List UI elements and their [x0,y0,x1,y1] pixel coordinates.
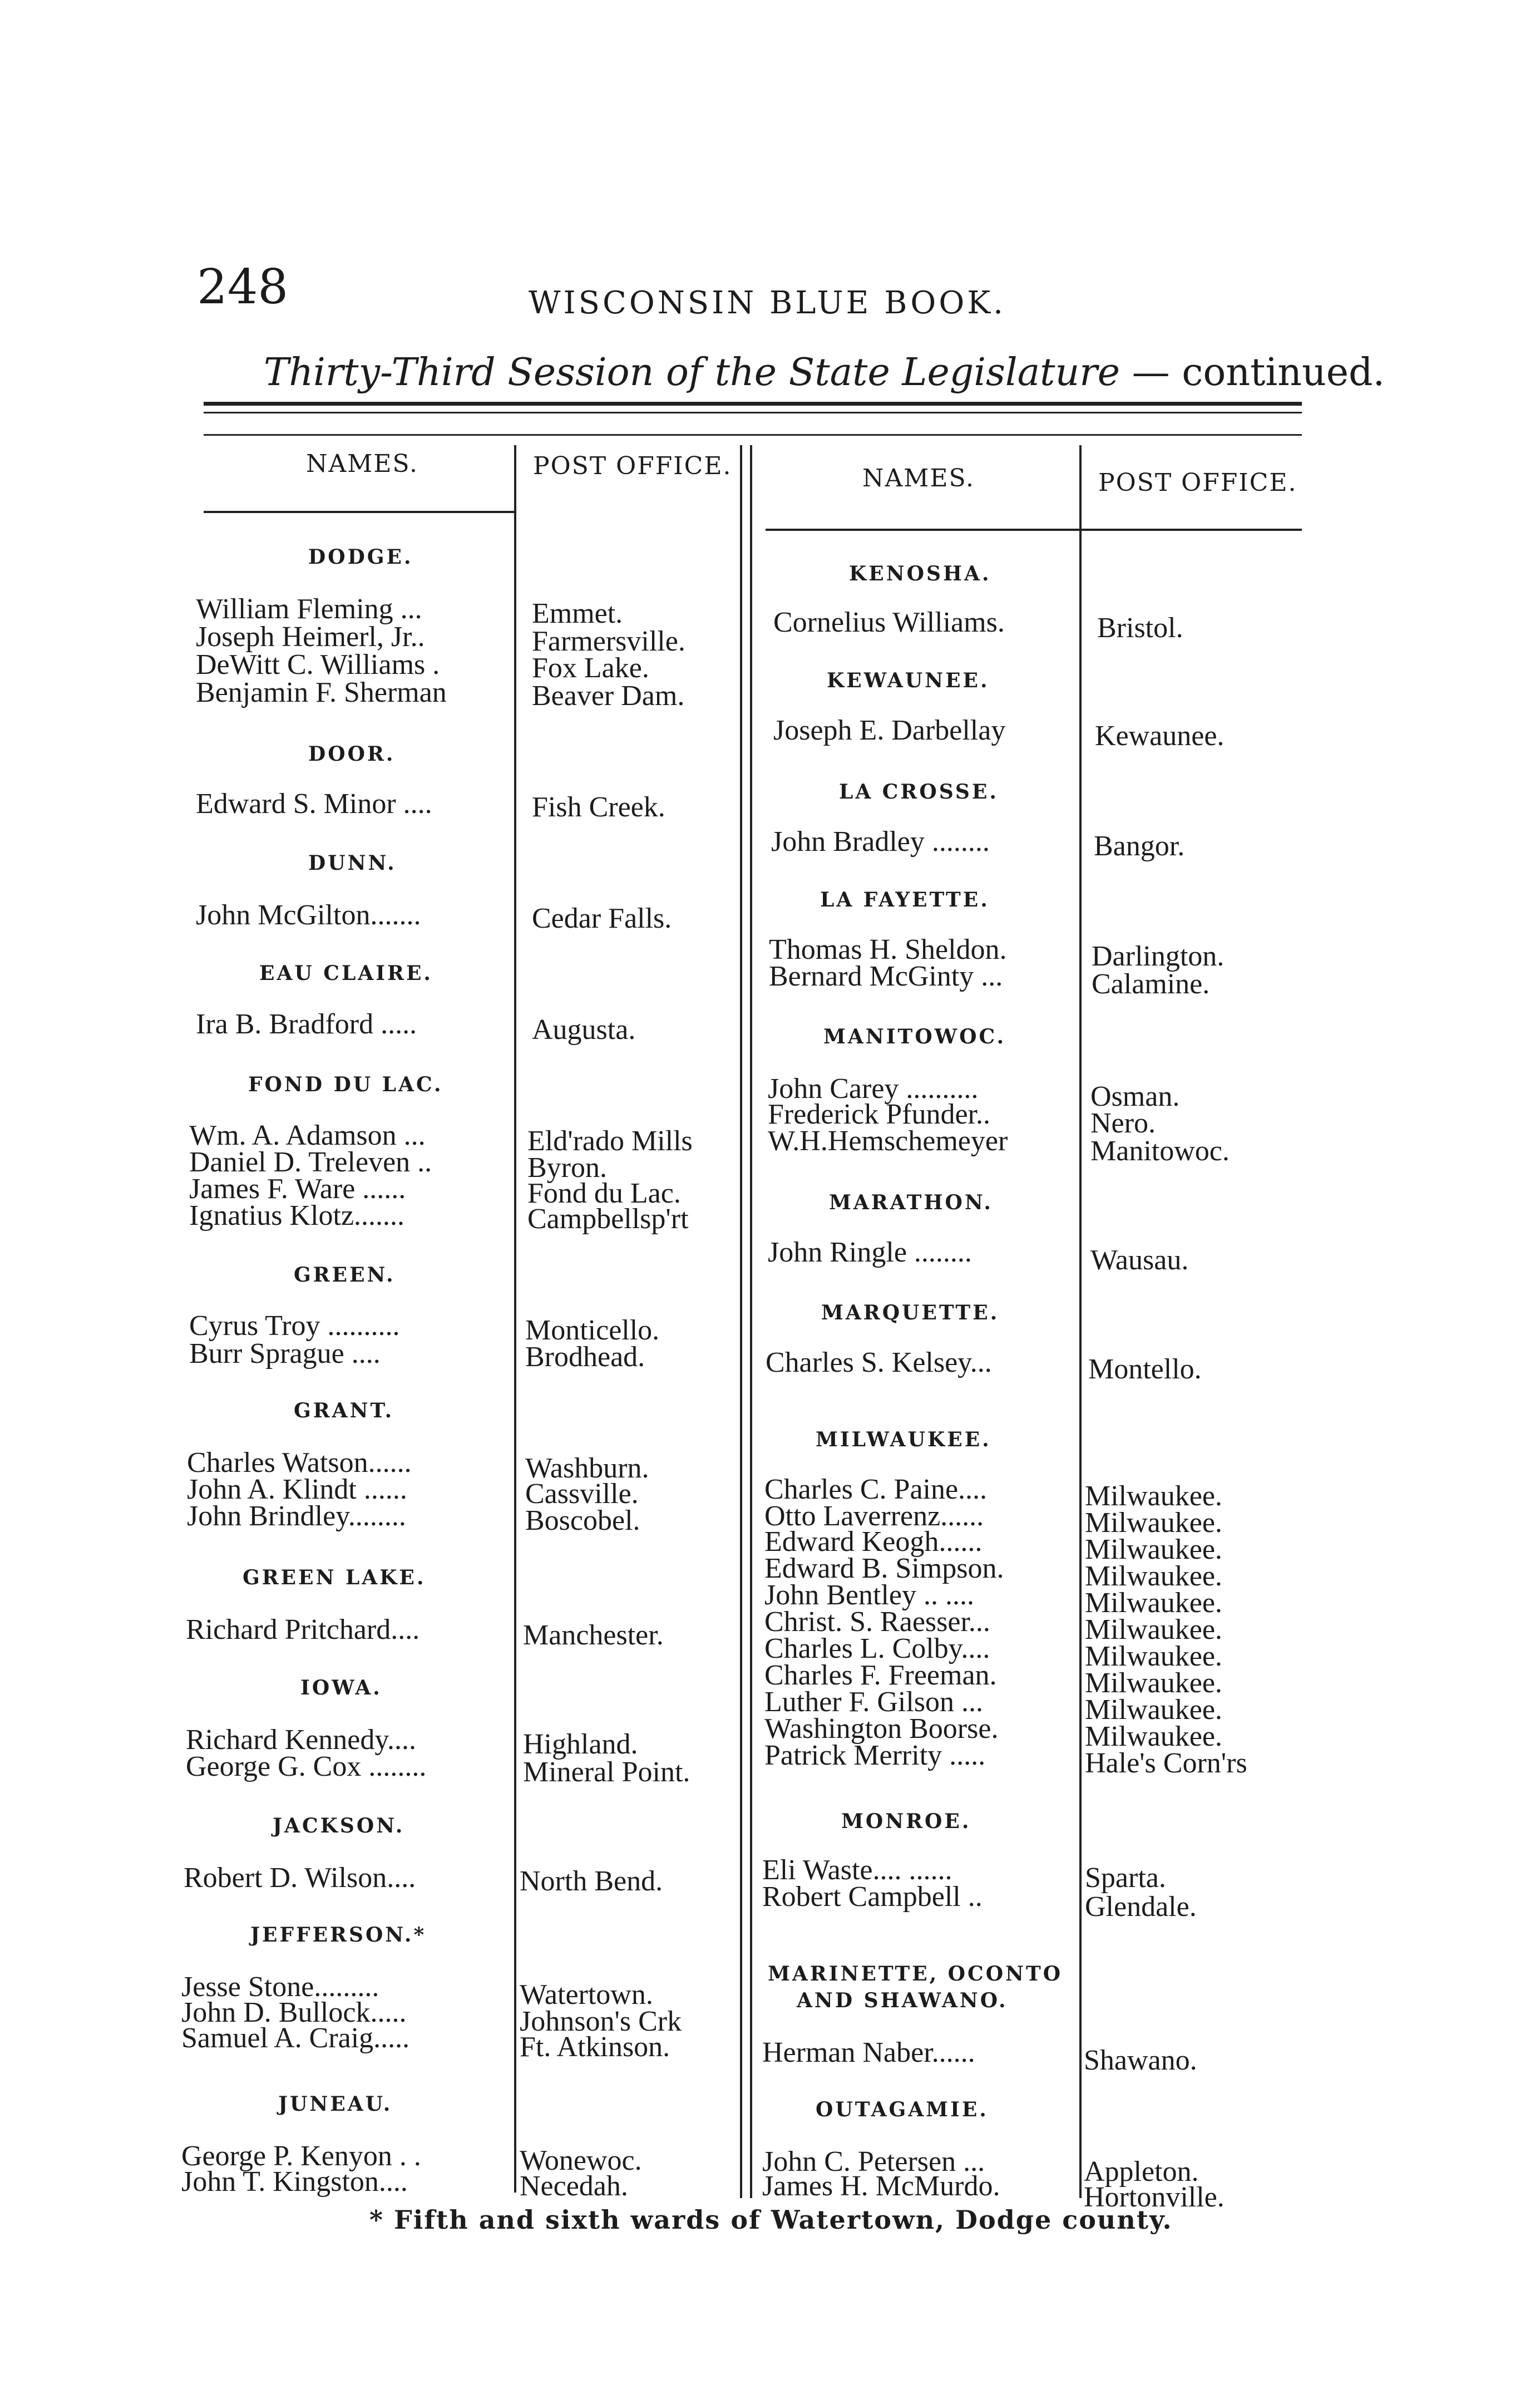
post-office: Mineral Point. [523,1756,690,1788]
member-name: George P. Kenyon . . [181,2140,421,2172]
right-column-divider [1079,445,1082,2198]
subtitle-italic: Thirty-Third Session of the State Legislature [264,351,1121,395]
member-name: John Carey .......... [768,1073,979,1105]
post-office: Appleton. [1084,2156,1199,2188]
member-name: Thomas H. Sheldon. [769,934,1007,965]
member-name: William Fleming ... [196,593,422,625]
top-rule-thin-2 [204,434,1302,436]
post-office-header-right: POST OFFICE. [1098,469,1297,497]
left-column-divider [514,445,516,2193]
post-office: Milwaukee. [1085,1641,1222,1672]
names-header-left: NAMES. [306,450,419,478]
post-office: Emmet. [532,598,623,629]
post-office: Milwaukee. [1085,1534,1222,1565]
member-name: John Bradley ........ [771,826,990,858]
county-heading-line2: AND SHAWANO. [797,1989,1008,2012]
member-name: John T. Kingston.... [181,2166,408,2198]
table-subtitle [264,351,1385,395]
post-office: Campbellsp'rt [527,1203,689,1235]
post-office: Nero. [1090,1107,1156,1139]
member-name: Benjamin F. Sherman [196,677,447,708]
member-name: James F. Ware ...... [189,1173,406,1205]
member-name: Patrick Merrity ..... [764,1740,986,1771]
running-head: WISCONSIN BLUE BOOK. [529,285,1006,321]
member-name: Washington Boorse. [764,1713,999,1745]
member-name: Charles Watson...... [187,1447,412,1479]
header-rule-left [204,511,515,513]
member-name: Daniel D. Treleven .. [189,1146,432,1178]
county-heading: JEFFERSON.* [250,1923,427,1947]
member-name: John Ringle ........ [768,1237,972,1268]
center-divider-b [750,445,752,2198]
member-name: John McGilton....... [196,899,421,931]
member-name: James H. McMurdo. [762,2170,1000,2202]
county-heading: GRANT. [294,1399,394,1422]
member-name: Charles F. Freeman. [764,1659,997,1691]
post-office: Glendale. [1085,1891,1197,1923]
post-office: Fox Lake. [532,652,649,684]
member-name: Richard Kennedy.... [186,1724,416,1756]
member-name: Eli Waste.... ...... [762,1854,952,1886]
post-office: North Bend. [520,1865,663,1897]
post-office: Farmersville. [532,625,685,657]
post-office: Ft. Atkinson. [520,2031,670,2063]
member-name: Edward S. Minor .... [196,788,432,820]
county-heading: MARATHON. [829,1191,993,1214]
member-name: DeWitt C. Williams . [196,649,440,681]
member-name: Ira B. Bradford ..... [196,1008,417,1040]
post-office: Hortonville. [1084,2181,1225,2213]
post-office: Osman. [1090,1081,1180,1112]
subtitle-continued: — continued. [1132,351,1385,395]
member-name: Cyrus Troy .......... [189,1310,400,1342]
post-office: Necedah. [520,2170,628,2202]
member-name: Bernard McGinty ... [769,960,1003,992]
county-heading: LA FAYETTE. [820,888,990,912]
member-name: John A. Klindt ...... [187,1474,407,1505]
county-heading: MANITOWOC. [823,1025,1006,1048]
post-office: Monticello. [525,1314,660,1346]
post-office: Wonewoc. [520,2145,642,2176]
post-office: Washburn. [525,1452,649,1484]
post-office: Milwaukee. [1085,1560,1222,1592]
county-heading: GREEN LAKE. [243,1566,426,1589]
county-heading: KENOSHA. [849,562,991,585]
county-heading: JACKSON. [273,1814,405,1838]
county-heading: EAU CLAIRE. [259,962,433,985]
post-office: Boscobel. [525,1505,640,1536]
county-heading: DODGE. [308,545,413,569]
member-name: Richard Pritchard.... [186,1614,420,1646]
member-name: John C. Petersen ... [762,2146,985,2178]
member-name: Otto Laverrenz...... [764,1500,984,1532]
names-header-right: NAMES. [862,464,975,492]
post-office: Hale's Corn'rs [1085,1747,1247,1779]
member-name: Joseph E. Darbellay [773,715,1006,746]
member-name: Robert Campbell .. [762,1881,983,1913]
post-office: Sparta. [1085,1862,1166,1894]
post-office: Milwaukee. [1085,1721,1222,1752]
member-name: Herman Naber...... [762,2037,975,2068]
county-heading: LA CROSSE. [839,780,999,804]
post-office: Bangor. [1094,830,1185,862]
post-office: Milwaukee. [1085,1667,1222,1699]
member-name: Samuel A. Craig..... [181,2022,410,2054]
post-office: Bristol. [1097,612,1183,644]
county-heading: MARQUETTE. [821,1301,1000,1324]
post-office: Manitowoc. [1090,1135,1230,1167]
county-heading: DOOR. [308,742,396,766]
center-divider-a [740,445,742,2198]
post-office: Milwaukee. [1085,1587,1222,1619]
post-office: Cedar Falls. [532,903,672,934]
member-name: W.H.Hemschemeyer [768,1125,1008,1157]
post-office: Milwaukee. [1085,1694,1222,1726]
page-number: 248 [197,259,289,315]
post-office: Johnson's Crk [520,2006,682,2037]
county-heading: MARINETTE, OCONTO [768,1962,1063,1986]
member-name: Wm. A. Adamson ... [189,1120,426,1151]
post-office: Milwaukee. [1085,1507,1222,1539]
post-office: Kewaunee. [1095,720,1225,752]
member-name: Burr Sprague .... [189,1338,381,1370]
member-name: Jesse Stone......... [181,1971,379,2003]
member-name: Joseph Heimerl, Jr.. [196,621,425,653]
post-office-header-left: POST OFFICE. [533,452,732,480]
member-name: Cornelius Williams. [773,607,1005,638]
header-rule-right [766,529,1302,531]
post-office: Manchester. [523,1619,664,1651]
post-office: Wausau. [1090,1244,1189,1276]
member-name: John D. Bullock..... [181,1997,407,2028]
county-heading: FOND DU LAC. [248,1073,443,1096]
top-rule-thin [204,412,1302,413]
post-office: Milwaukee. [1085,1614,1222,1646]
post-office: Cassville. [525,1478,639,1510]
county-heading: MONROE. [841,1810,971,1833]
county-heading: MILWAUKEE. [816,1428,991,1451]
county-heading: KEWAUNEE. [827,669,990,692]
member-name: Charles L. Colby.... [764,1633,990,1664]
post-office: Calamine. [1092,968,1210,1000]
footnote: * Fifth and sixth wards of Watertown, Dodge county. [369,2205,1173,2235]
post-office: Milwaukee. [1085,1480,1222,1512]
member-name: Edward Keogh...... [764,1526,983,1558]
county-heading: JUNEAU. [278,2092,393,2116]
member-name: Ignatius Klotz....... [189,1200,405,1231]
member-name: Christ. S. Raesser... [764,1606,990,1638]
post-office: Eld'rado Mills [527,1125,693,1157]
county-heading: DUNN. [308,851,397,875]
member-name: John Bentley .. .... [764,1579,974,1611]
member-name: George G. Cox ........ [186,1751,427,1782]
member-name: Charles S. Kelsey... [766,1347,992,1378]
member-name: Robert D. Wilson.... [184,1862,416,1894]
member-name: Frederick Pfunder.. [768,1098,991,1130]
post-office: Beaver Dam. [532,680,685,712]
post-office: Highland. [523,1728,638,1760]
county-heading: OUTAGAMIE. [816,2098,989,2121]
post-office: Shawano. [1084,2045,1197,2076]
post-office: Byron. [527,1152,607,1184]
member-name: Charles C. Paine.... [764,1474,988,1505]
member-name: Edward B. Simpson. [764,1553,1004,1584]
post-office: Fish Creek. [532,791,665,823]
post-office: Montello. [1088,1353,1202,1385]
member-name: John Brindley........ [187,1500,406,1532]
county-heading: IOWA. [300,1676,382,1699]
county-heading: GREEN. [294,1263,396,1287]
post-office: Augusta. [532,1014,636,1046]
post-office: Darlington. [1092,940,1225,972]
post-office: Fond du Lac. [527,1178,681,1209]
top-rule-thick [204,402,1302,406]
post-office: Brodhead. [525,1341,645,1373]
member-name: Luther F. Gilson ... [764,1686,984,1718]
post-office: Watertown. [520,1979,653,2011]
